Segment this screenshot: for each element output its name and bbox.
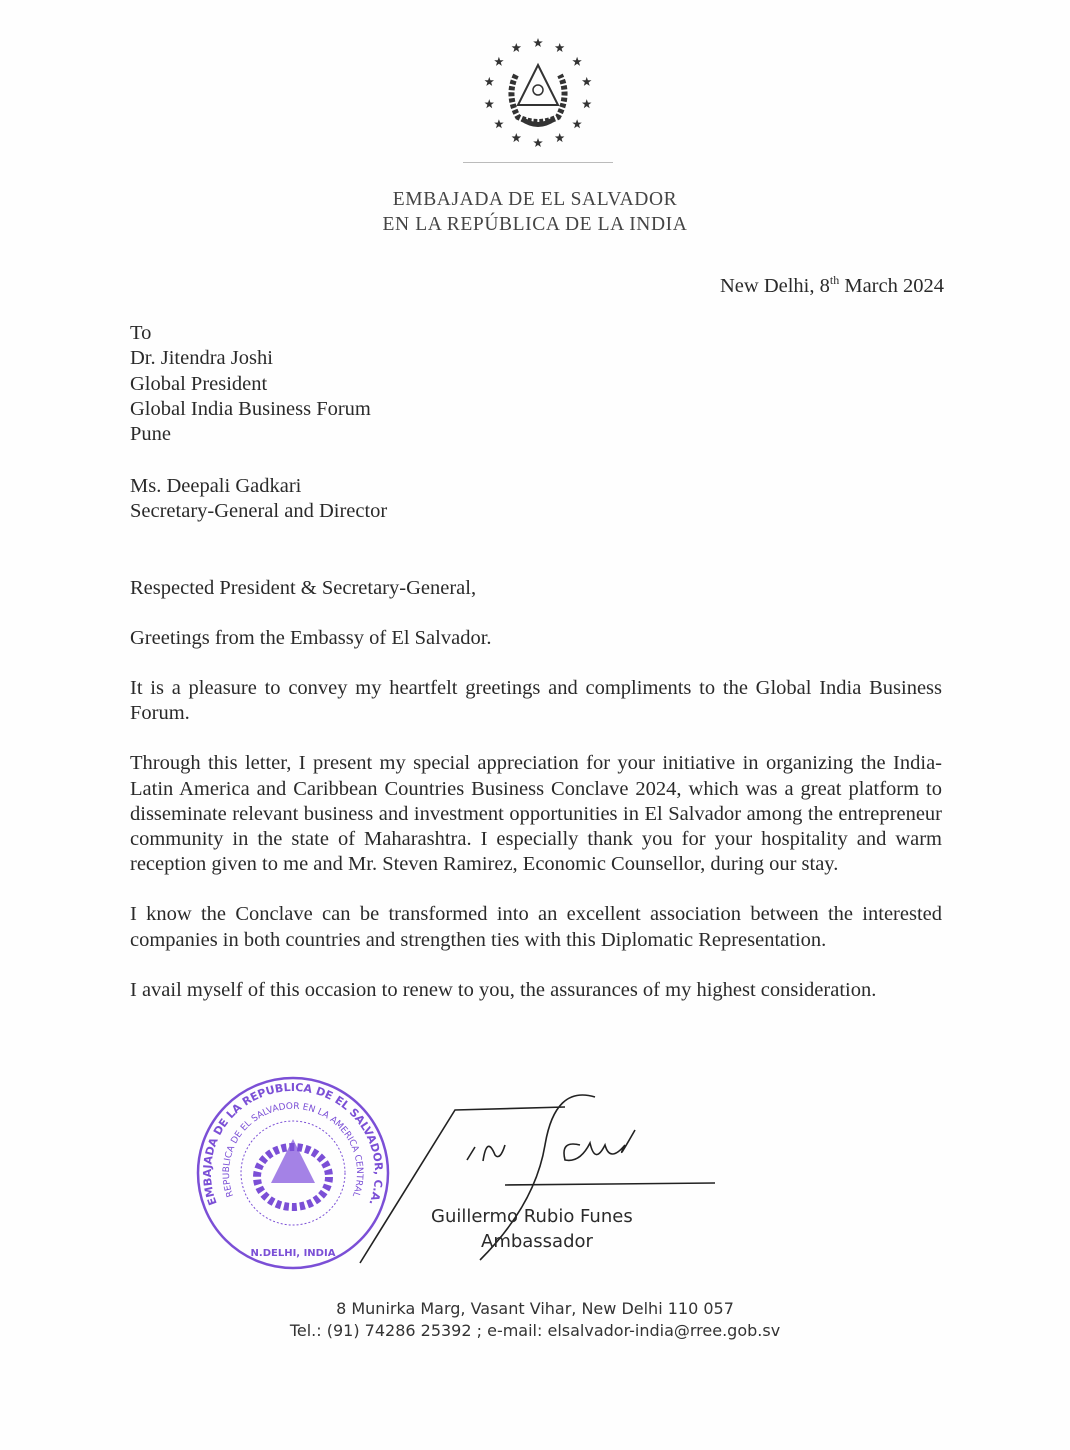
letter-date: New Delhi, 8th March 2024 xyxy=(720,273,944,297)
letterhead-line2: EN LA REPÚBLICA DE LA INDIA xyxy=(382,214,688,235)
paragraph: It is a pleasure to convey my heartfelt greetings and compliments to the Global India Business Forum. xyxy=(130,677,942,725)
salutation: Respected President & Secretary-General, xyxy=(130,576,477,599)
closing-paragraph: I avail myself of this occasion to renew to you, the assurances of my highest consideration. xyxy=(130,978,877,1001)
star-icon xyxy=(555,43,565,52)
recipient-line: Global President xyxy=(130,372,268,395)
star-icon xyxy=(533,38,543,47)
recipient-line: Ms. Deepali Gadkari xyxy=(130,475,302,498)
paragraph: I know the Conclave can be transformed into an excellent association between the interested companies in both countries and strengthen ties with this Diplomatic Representation. xyxy=(130,903,942,951)
paragraph: Through this letter, I present my special appreciation for your initiative in organizing the India-Latin America and Caribbean Countries Business Conclave 2024, which was a great platform to disseminate relevant business and investment opportunities in El Salvador among the entrepreneur community in the state of Maharashtra. I especially thank you for your hospitality and warm reception given to me and Mr. Steven Ramirez, Economic Counsellor, during our stay. xyxy=(130,752,942,876)
footer-contact: Tel.: (91) 74286 25392 ; e-mail: elsalvador-india@rree.gob.sv xyxy=(289,1321,781,1340)
recipient-line: Global India Business Forum xyxy=(130,397,371,420)
star-icon xyxy=(572,119,582,128)
footer-address: 8 Munirka Marg, Vasant Vihar, New Delhi 110 057 xyxy=(336,1299,734,1318)
coat-of-arms-icon xyxy=(478,35,598,155)
star-icon xyxy=(494,57,504,66)
recipient-line: Pune xyxy=(130,423,171,446)
recipient-block-1 xyxy=(130,321,942,447)
letter-body xyxy=(130,274,942,1028)
recipient-block-2 xyxy=(130,474,942,524)
star-icon xyxy=(572,57,582,66)
star-icon xyxy=(555,133,565,142)
recipient-line: Dr. Jitendra Joshi xyxy=(130,347,273,370)
letterhead-line1: EMBAJADA DE EL SALVADOR xyxy=(392,189,678,210)
star-icon xyxy=(512,43,521,52)
star-icon xyxy=(485,99,495,108)
signatory-title: Ambassador xyxy=(481,1231,593,1252)
star-icon xyxy=(512,133,521,142)
signatory-name: Guillermo Rubio Funes xyxy=(431,1206,633,1227)
header-divider xyxy=(463,162,613,163)
paragraph: Greetings from the Embassy of El Salvador. xyxy=(130,626,492,649)
star-icon xyxy=(582,99,592,108)
recipient-line: Secretary-General and Director xyxy=(130,500,388,523)
svg-text:REPUBLICA DE EL SALVADOR EN LA: REPUBLICA DE EL SALVADOR EN LA AMERICA CENTRAL xyxy=(221,1101,365,1199)
star-icon xyxy=(582,77,592,86)
star-icon xyxy=(485,77,495,86)
svg-text:EMBAJADA DE LA REPUBLICA DE EL: EMBAJADA DE LA REPUBLICA DE EL SALVADOR, C.A. xyxy=(200,1080,386,1208)
star-icon xyxy=(494,119,504,128)
svg-text:N.DELHI, INDIA: N.DELHI, INDIA xyxy=(250,1248,336,1259)
star-icon xyxy=(533,138,543,147)
recipient-line: To xyxy=(130,322,152,345)
